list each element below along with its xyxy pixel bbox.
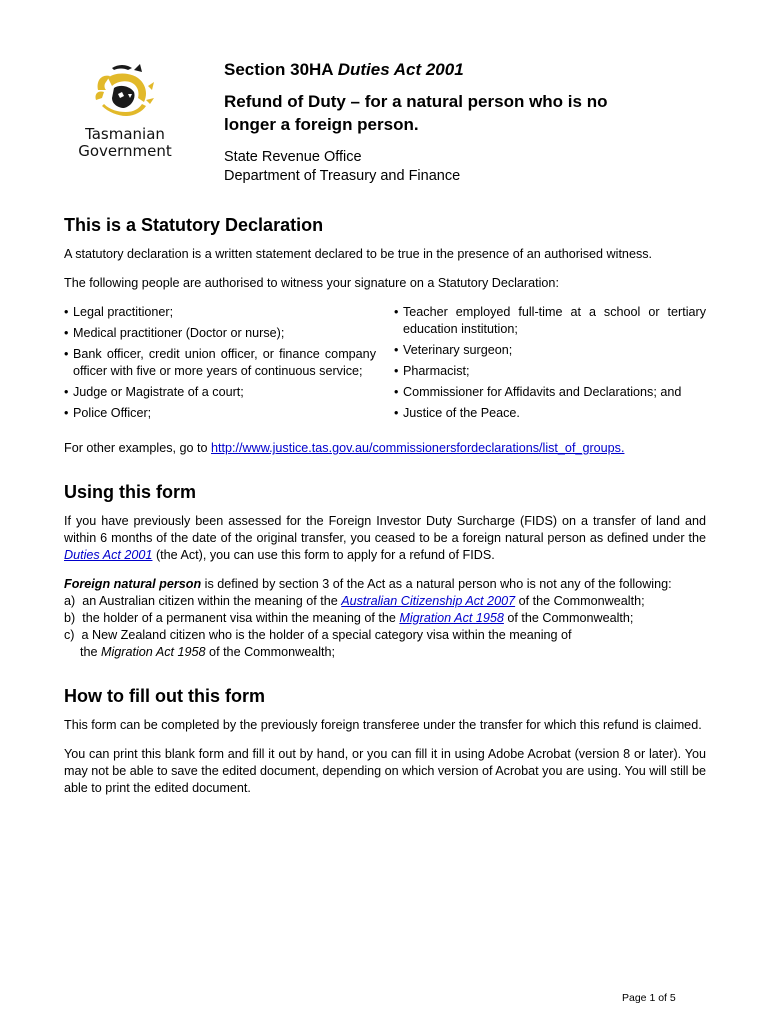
list-item: • Legal practitioner; [64,304,376,321]
migration-act-name: Migration Act 1958 [101,645,206,659]
logo-line1: Tasmanian [85,125,165,143]
organisation [224,148,724,186]
witness-lists [64,304,706,426]
statutory-intro: A statutory declaration is a written statement declared to be true in the presence of an authorised witness. [64,247,653,261]
definition-intro [64,576,706,593]
form-title-line1: Refund of Duty – for a natural person who is no [224,92,608,111]
witness-list-left [64,304,376,426]
list-item: • Bank officer, credit union officer, or finance company officer with five or more years of continuous service; [64,346,376,380]
form-title [224,90,724,136]
organisation-office: State Revenue Office [224,149,362,165]
list-item: • Judge or Magistrate of a court; [64,384,376,401]
justice-commissioners-link[interactable]: http://www.justice.tas.gov.au/commissionersfordeclarations/list_of_groups. [211,441,625,455]
using-text-1: If you have previously been assessed for the Foreign Investor Duty Surcharge (FIDS) on a transfer of land and within 6 months of the date of the original transfer, you ceased to be a foreign natural person as defined under the [64,514,706,545]
tasmanian-government-logo [70,60,180,160]
howto-paragraph-2: You can print this blank form and fill it out by hand, or you can fill it in using Adobe Acrobat (version 8 or later). You may not be able to save the edited document, depending on which version of Acrobat you are using. You will still be able to print the edited document. [64,747,706,795]
migration-act-link[interactable]: Migration Act 1958 [399,611,504,625]
section-number: Section 30HA [224,60,338,79]
item-b-text: b) the holder of a permanent visa within the meaning of the [64,611,400,625]
definition-item-b [64,610,706,627]
section-act-name: Duties Act 2001 [337,60,464,79]
item-c-suffix: of the Commonwealth; [205,645,336,659]
list-item: • Veterinary surgeon; [394,342,706,359]
other-examples [64,440,706,457]
list-item: • Justice of the Peace. [394,405,706,422]
logo-line2: Government [78,142,172,160]
item-b-suffix: of the Commonwealth; [503,611,634,625]
list-item: • Teacher employed full-time at a school or tertiary education institution; [394,304,706,338]
foreign-person-definition [64,576,706,661]
list-item: • Pharmacist; [394,363,706,380]
thylacine-logo-icon [88,60,162,126]
list-item: • Medical practitioner (Doctor or nurse); [64,325,376,342]
item-c-prefix: the [80,645,102,659]
other-examples-text: For other examples, go to [64,441,211,455]
using-paragraph [64,513,706,564]
item-a-suffix: of the Commonwealth; [515,594,645,608]
duties-act-link[interactable]: Duties Act 2001 [64,548,153,562]
howto-heading: How to fill out this form [64,686,265,706]
list-item: • Commissioner for Affidavits and Declarations; and [394,384,706,401]
item-a-text: a) an Australian citizen within the meaning of the [64,594,342,608]
definition-term: Foreign natural person [64,577,202,591]
howto-section [64,685,706,797]
witness-list-right [394,304,706,426]
logo-wordmark [70,126,180,160]
statutory-heading: This is a Statutory Declaration [64,215,324,235]
definition-item-c-continued [64,644,706,661]
page-number: Page 1 of 5 [622,992,676,1004]
definition-text: is defined by section 3 of the Act as a natural person who is not any of the following: [201,577,672,591]
form-title-line2: longer a foreign person. [224,115,419,134]
witness-intro: The following people are authorised to witness your signature on a Statutory Declaration: [64,276,559,290]
list-item: • Police Officer; [64,405,376,422]
organisation-department: Department of Treasury and Finance [224,168,461,184]
citizenship-act-link[interactable]: Australian Citizenship Act 2007 [341,594,516,608]
document-body [64,214,706,809]
using-heading: Using this form [64,482,197,502]
using-section [64,481,706,661]
howto-paragraph-1: This form can be completed by the previously foreign transferee under the transfer for which this refund is claimed. [64,718,702,732]
document-header [224,60,724,186]
using-text-2: (the Act), you can use this form to apply for a refund of FIDS. [152,548,495,562]
section-reference [224,60,724,80]
definition-item-c: c) a New Zealand citizen who is the holder of a special category visa within the meaning of [64,628,572,642]
definition-item-a [64,593,706,610]
